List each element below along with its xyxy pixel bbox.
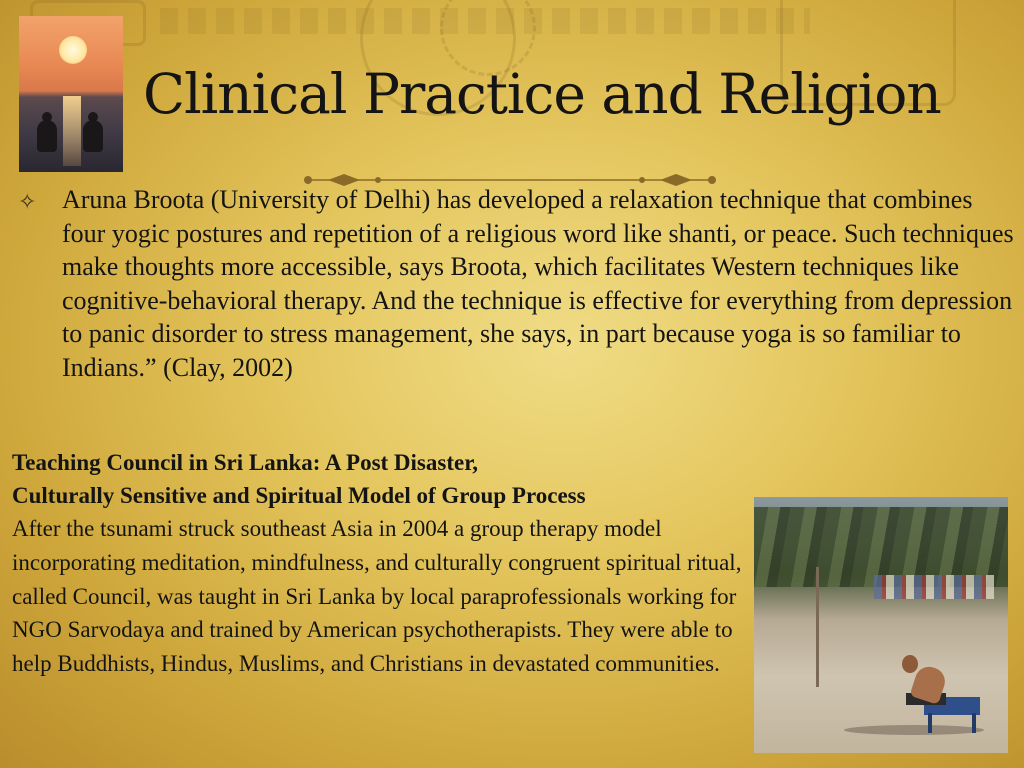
bullet-text: Aruna Broota (University of Delhi) has developed a relaxation technique that combines four yogic postures and repetition of a religious word like shanti, or peace. Such techniques make thoughts more accessible, says Broota, which facilitates Western techniques like cognitive-behavioral therapy. And the technique is effective for everything from depression to panic disorder to stress management, she says, in part because yoga is so familiar to Indians.” (Clay, 2002) <box>62 185 1014 382</box>
tsunami-beach-photo <box>754 497 1008 753</box>
bullet-item <box>18 183 1018 384</box>
debris <box>874 575 994 599</box>
man-head <box>902 655 918 673</box>
bench-leg <box>928 713 932 733</box>
sunset-meditation-photo <box>19 16 123 172</box>
pole <box>816 567 819 687</box>
sun <box>59 36 87 64</box>
council-heading-line: Teaching Council in Sri Lanka: A Post Disaster, <box>12 450 479 475</box>
ground-shadow <box>844 725 984 735</box>
slide-title: Clinical Practice and Religion <box>143 62 941 126</box>
meditator-silhouette <box>83 120 103 152</box>
sun-reflection <box>63 96 81 166</box>
council-body-text: After the tsunami struck southeast Asia in 2004 a group therapy model incorporating meditation, mindfulness, and culturally congruent spiritual ritual, called Council, was taught in Sri Lanka by local paraprofessionals working for NGO Sarvodaya and trained by American psychotherapists. They were able to help Buddhists, Hindus, Muslims, and Christians in devastated communities. <box>12 516 742 677</box>
star-bullet-icon: ✧ <box>18 190 37 215</box>
bench-leg <box>972 713 976 733</box>
meditator-silhouette <box>37 120 57 152</box>
council-heading-line: Culturally Sensitive and Spiritual Model of Group Process <box>12 483 586 508</box>
council-heading <box>12 446 772 512</box>
